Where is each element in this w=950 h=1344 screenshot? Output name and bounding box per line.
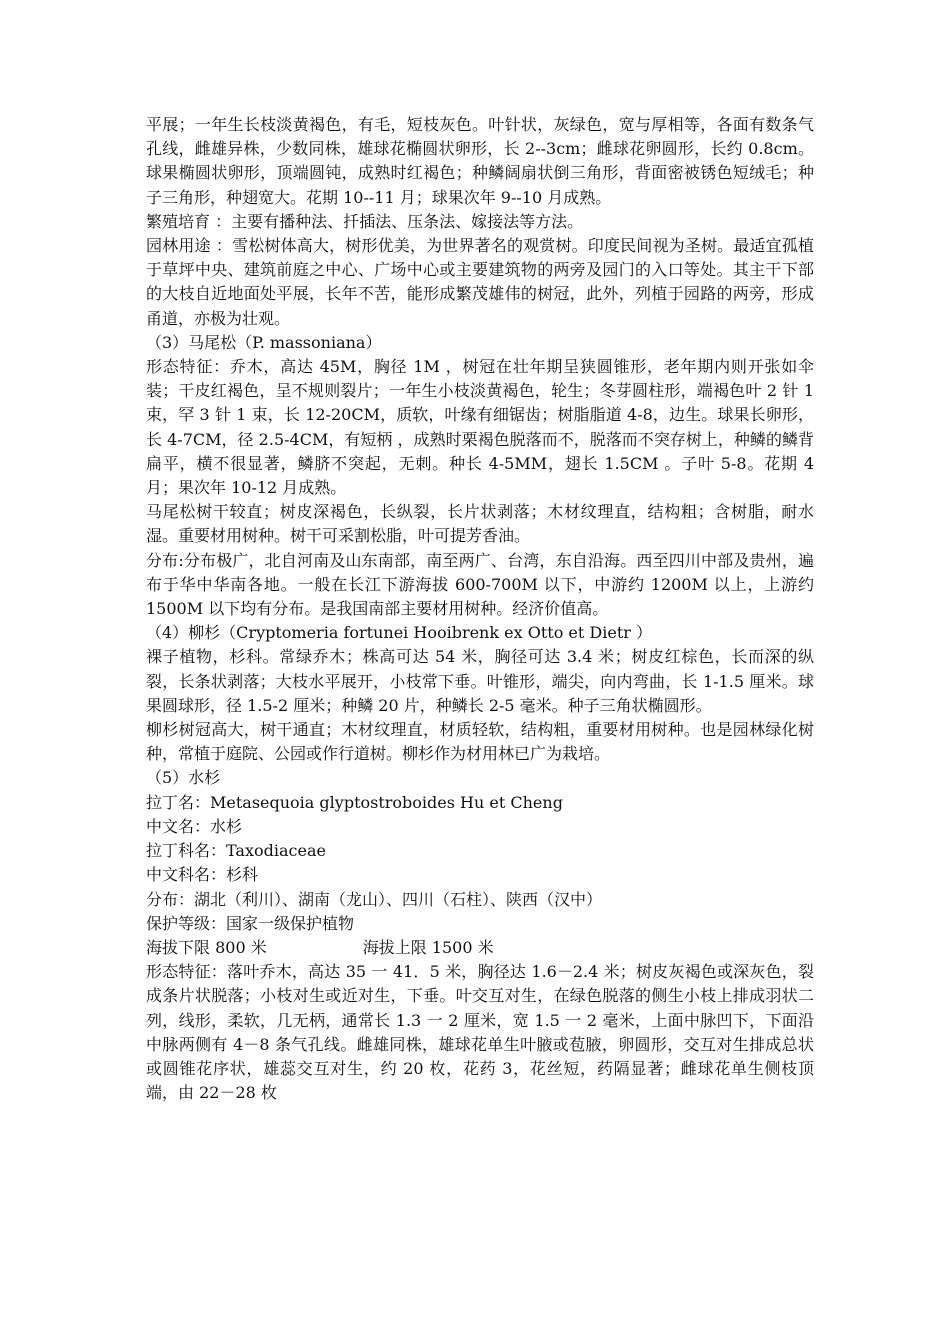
paragraph-masson-pine-morphology: 形态特征：乔木，高达 45M，胸径 1M ，树冠在壮年期呈狭圆锥形，老年期内则开张如伞装；干皮红褐色，呈不规则裂片；一年生小枝淡黄褐色，轮生；冬芽圆柱形，端褐色叶 2 针 1 束，罕 3 针 1 束，长 12-20CM，质软，叶缘有细锯齿；树脂脂道 4-8，边生。球果长卵形，长 4-7CM，径 2.5-4CM，有短柄 ，成熟时栗褐色脱落而不，脱落而不突存树上，种鳞的鳞背扁平，横不很显著，鳞脐不突起，无刺。种长 4-5MM，翅长 1.5CM 。子叶 5-8。花期 4 月；果次年 10-12 月成熟。 [146,357,814,498]
paragraph-cryptomeria-use: 柳杉树冠高大，树干通直；木材纹理直，材质轻软，结构粗，重要材用树种。也是园林绿化树种，常植于庭院、公园或作行道树。柳杉作为材用林已广为栽培。 [146,720,814,764]
paragraph-cedar-morphology: 平展；一年生长枝淡黄褐色，有毛，短枝灰色。叶针状，灰绿色，宽与厚相等，各面有数条气孔线，雌雄异株，少数同株，雄球花椭圆状卵形，长 2--3cm；雌球花卵圆形，长约 0.8cm。球果椭圆状卵形，顶端圆钝，成熟时红褐色；种鳞阔扇状倒三角形，背面密被锈色短绒毛；种子三角形，种翅宽大。花期 10--11 月；球果次年 9--10 月成熟。 [146,115,814,207]
heading-masson-pine: （3）马尾松（P. massoniana） [146,332,382,352]
protection-level: 保护等级：国家一级保护植物 [146,913,355,933]
latin-name: 拉丁名：Metasequoia glyptostroboides Hu et Cheng [146,792,563,812]
paragraph-metasequoia-morphology: 形态特征：落叶乔木，高达 35 一 41．5 米，胸径达 1.6－2.4 米；树皮灰褐色或深灰色，裂成条片状脱落；小枝对生或近对生，下垂。叶交互对生，在绿色脱落的侧生小枝上排成羽状二列，线形，柔软，几无柄，通常长 1.3 一 2 厘米，宽 1.5 一 2 毫米，上面中脉凹下，下面沿中脉两侧有 4－8 条气孔线。雌雄同株，雄球花单生叶腋或苞腋，卵圆形，交互对生排成总状或圆锥花序状，雄蕊交互对生，约 20 枚，花药 3，花丝短，药隔显著；雌球花单生侧枝顶端，由 22－28 枚 [146,962,814,1103]
paragraph-cryptomeria-description: 裸子植物，杉科。常绿乔木；株高可达 54 米，胸径可达 3.4 米；树皮红棕色，长而深的纵裂，长条状剥落；大枝水平展开，小枝常下垂。叶锥形，端尖，向内弯曲，长 1-1.5 厘米。球果圆球形，径 1.5-2 厘米；种鳞 20 片，种鳞长 2-5 毫米。种子三角状椭圆形。 [146,647,814,715]
altitude-upper: 海拔上限 1500 米 [362,937,494,957]
distribution: 分布：湖北（利川）、湖南（龙山）、四川（石柱）、陕西（汉中） [146,889,603,909]
altitude-lower: 海拔下限 800 米 [146,937,267,957]
altitude-range [146,936,814,960]
chinese-name: 中文名：水杉 [146,816,243,836]
document-page [146,113,814,1105]
paragraph-masson-pine-distribution: 分布:分布极广，北自河南及山东南部，南至两广、台湾，东自沿海。西至四川中部及贵州，遍布于华中华南各地。一般在长江下游海拔 600-700M 以下，中游约 1200M 以上，上游约 1500M 以下均有分布。是我国南部主要材用树种。经济价值高。 [146,550,814,619]
paragraph-cedar-landscape-use: 园林用途 ：雪松树体高大，树形优美，为世界著名的观赏树。印度民间视为圣树。最适宜孤植于草坪中央、建筑前庭之中心、广场中心或主要建筑物的两旁及园门的入口等处。其主干下部的大枝自近地面处平展，长年不苦，能形成繁茂雄伟的树冠，此外，列植于园路的两旁，形成甬道，亦极为壮观。 [146,236,814,328]
heading-cryptomeria: （4）柳杉（Cryptomeria fortunei Hooibrenk ex Otto et Dietr ） [146,623,652,643]
heading-metasequoia: （5）水杉 [146,768,221,788]
paragraph-masson-pine-wood: 马尾松树干较直；树皮深褐色，长纵裂，长片状剥落；木材纹理直，结构粗；含树脂，耐水湿。重要材用树种。树干可采割松脂，叶可提芳香油。 [146,502,814,546]
latin-family-name: 拉丁科名：Taxodiaceae [146,841,326,861]
paragraph-cedar-propagation: 繁殖培育 ：主要有播种法、扦插法、压条法、嫁接法等方法。 [146,211,584,231]
chinese-family-name: 中文科名：杉科 [146,865,259,885]
